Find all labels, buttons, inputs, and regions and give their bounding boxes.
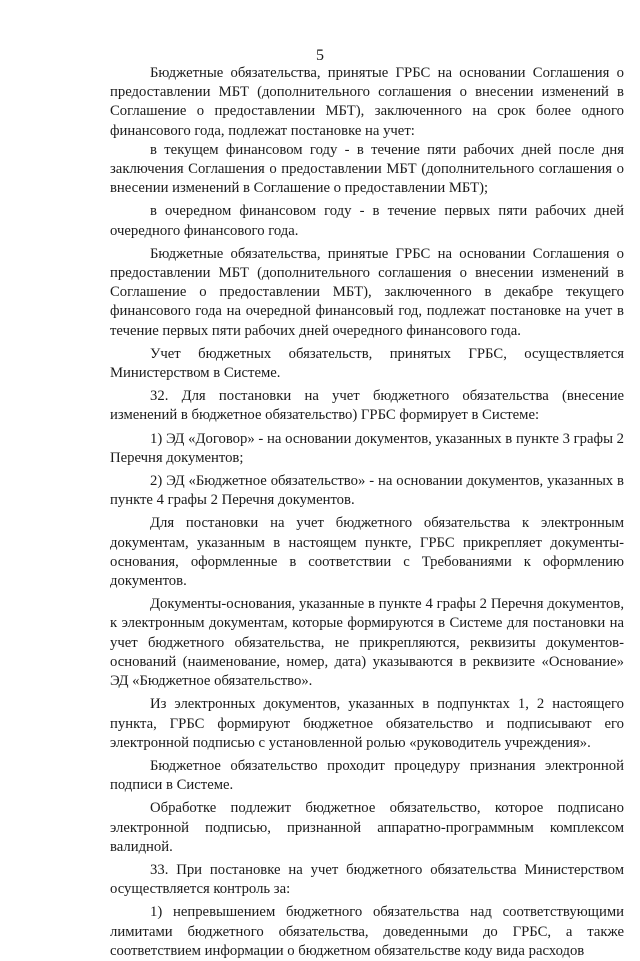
paragraph: 33. При постановке на учет бюджетного обязательства Министерством осуществляется контроль за:	[110, 861, 624, 898]
paragraph: Бюджетные обязательства, принятые ГРБС на основании Соглашения о предоставлении МБТ (дополнительного соглашения о внесении изменений в Соглашение о предоставлении МБТ), заключенного на срок более одного финансового года, подлежат постановке на учет:	[110, 65, 624, 139]
document-body	[110, 64, 624, 961]
paragraph: в очередном финансовом году - в течение первых пяти рабочих дней очередного финансового года.	[110, 203, 624, 239]
paragraph: 1) ЭД «Договор» - на основании документов, указанных в пункте 3 графы 2 Перечня документов;	[110, 430, 624, 466]
page-number: 5	[316, 47, 324, 64]
paragraph: Бюджетные обязательства, принятые ГРБС на основании Соглашения о предоставлении МБТ (дополнительного соглашения о внесении изменений в Соглашение о предоставлении МБТ), заключенного в декабре текущего финансового года на очередной финансовый год, подлежат постановке на учет в течение первых пяти рабочих дней очередного финансового года.	[110, 245, 624, 339]
paragraph: Для постановки на учет бюджетного обязательства к электронным документам, указанным в настоящем пункте, ГРБС прикрепляет документы-основания, оформленные в соответствии с Требованиями к оформлению документов.	[110, 515, 624, 590]
paragraph: Учет бюджетных обязательств, принятых ГРБС, осуществляется Министерством в Системе.	[110, 345, 624, 382]
paragraph: 2) ЭД «Бюджетное обязательство» - на основании документов, указанных в пункте 4 графы 2 Перечня документов.	[110, 473, 624, 509]
paragraph: Обработке подлежит бюджетное обязательство, которое подписано электронной подписью, признанной аппаратно-программным комплексом валидной.	[110, 800, 624, 855]
paragraph: Бюджетное обязательство проходит процедуру признания электронной подписи в Системе.	[110, 757, 624, 794]
paragraph: 1) непревышением бюджетного обязательства над соответствующими лимитами бюджетного обязательства, доведенными до ГРБС, а также соответствием информации о бюджетном обязательстве коду вида расходов	[110, 904, 624, 959]
paragraph: в текущем финансовом году - в течение пяти рабочих дней после дня заключения Соглашения о предоставлении МБТ (дополнительного соглашения о внесении изменений в Соглашение о предоставлении МБТ);	[110, 141, 624, 197]
paragraph: Документы-основания, указанные в пункте 4 графы 2 Перечня документов, к электронным документам, которые формируются в Системе для постановки на учет бюджетного обязательства, не прикрепляются, реквизиты документов-оснований (наименование, номер, дата) указываются в реквизите «Основание» ЭД «Бюджетное обязательство».	[110, 596, 624, 690]
paragraph: 32. Для постановки на учет бюджетного обязательства (внесение изменений в бюджетное обязательство) ГРБС формирует в Системе:	[110, 388, 624, 424]
paragraph: Из электронных документов, указанных в подпунктах 1, 2 настоящего пункта, ГРБС формируют бюджетное обязательство и подписывают его электронной подписью с установленной ролью «руководитель учреждения».	[110, 696, 624, 751]
